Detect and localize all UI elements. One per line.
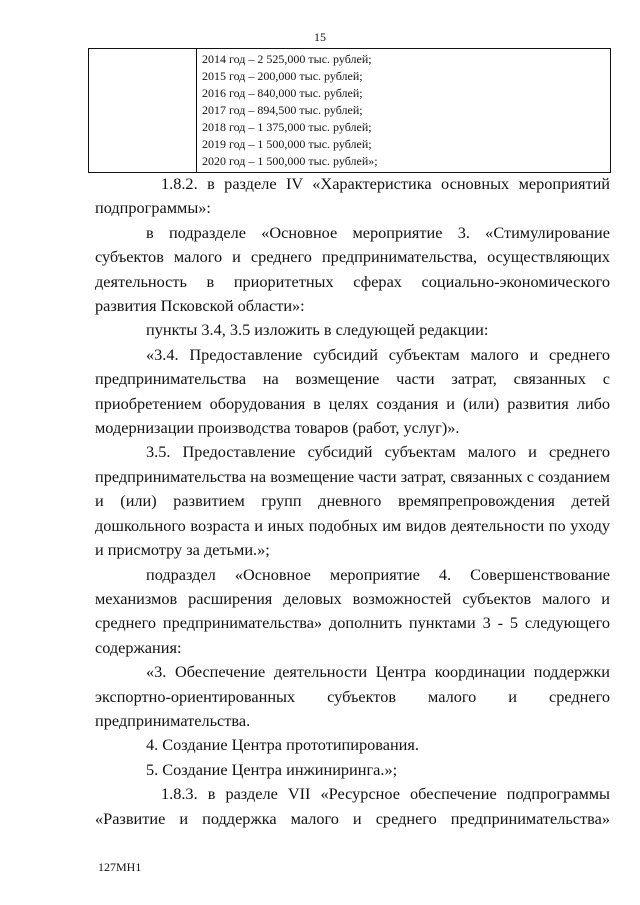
paragraph-point-4: 4. Создание Центра прототипирования.	[146, 735, 419, 755]
budget-line-2014: 2014 год – 2 525,000 тыс. рублей;	[202, 52, 372, 66]
budget-line-2017: 2017 год – 894,500 тыс. рублей;	[202, 103, 363, 117]
budget-table	[88, 48, 611, 173]
paragraph-point-3-5: 3.5. Предоставление субсидий субъектам малого и среднего предпринимательства на возмещение части затрат, связанных с созданием и (или) развитием групп дневного времяпрепровождения детей дошкольного возраста и иных подобных им видов деятельности по уходу и присмотру за детьми.»;	[95, 442, 610, 560]
budget-line-2015: 2015 год – 200,000 тыс. рублей;	[202, 69, 363, 83]
paragraph-point-5: 5. Создание Центра инжиниринга.»;	[146, 759, 398, 779]
paragraph-1-8-3: 1.8.3. в разделе VII «Ресурсное обеспечение подпрограммы «Развитие и поддержка малого и среднего предпринимательства»	[95, 784, 610, 828]
budget-line-2019: 2019 год – 1 500,000 тыс. рублей;	[202, 137, 372, 151]
paragraph-1-8-2: 1.8.2. в разделе IV «Характеристика основных мероприятий подпрограммы»:	[95, 174, 610, 218]
page-number: 15	[314, 30, 326, 44]
table-row	[89, 49, 611, 173]
budget-line-2016: 2016 год – 840,000 тыс. рублей;	[202, 86, 363, 100]
paragraph-points-3-4-3-5: пункты 3.4, 3.5 изложить в следующей редакции:	[146, 320, 489, 340]
table-right-cell	[197, 49, 611, 173]
document-body	[95, 172, 610, 831]
document-code: 127МН1	[98, 860, 142, 874]
paragraph-point-3: «3. Обеспечение деятельности Центра координации поддержки экспортно-ориентированных субъектов малого и среднего предпринимательства.	[95, 662, 610, 730]
budget-line-2020: 2020 год – 1 500,000 тыс. рублей»;	[202, 154, 378, 168]
paragraph-subsection-3: в подразделе «Основное мероприятие 3. «Стимулирование субъектов малого и среднего предпринимательства, осуществляющих деятельность в приоритетных сферах социально-экономического развития Псковской области»:	[95, 222, 610, 316]
paragraph-point-3-4: «3.4. Предоставление субсидий субъектам малого и среднего предпринимательства на возмещение части затрат, связанных с приобретением оборудования в целях создания и (или) развития либо модернизации производства товаров (работ, услуг)».	[95, 344, 610, 438]
table-left-cell	[89, 49, 197, 173]
paragraph-subsection-4: подраздел «Основное мероприятие 4. Совершенствование механизмов расширения деловых возможностей субъектов малого и среднего предпринимательства» дополнить пунктами 3 - 5 следующего содержания:	[95, 564, 610, 657]
budget-line-2018: 2018 год – 1 375,000 тыс. рублей;	[202, 120, 372, 134]
